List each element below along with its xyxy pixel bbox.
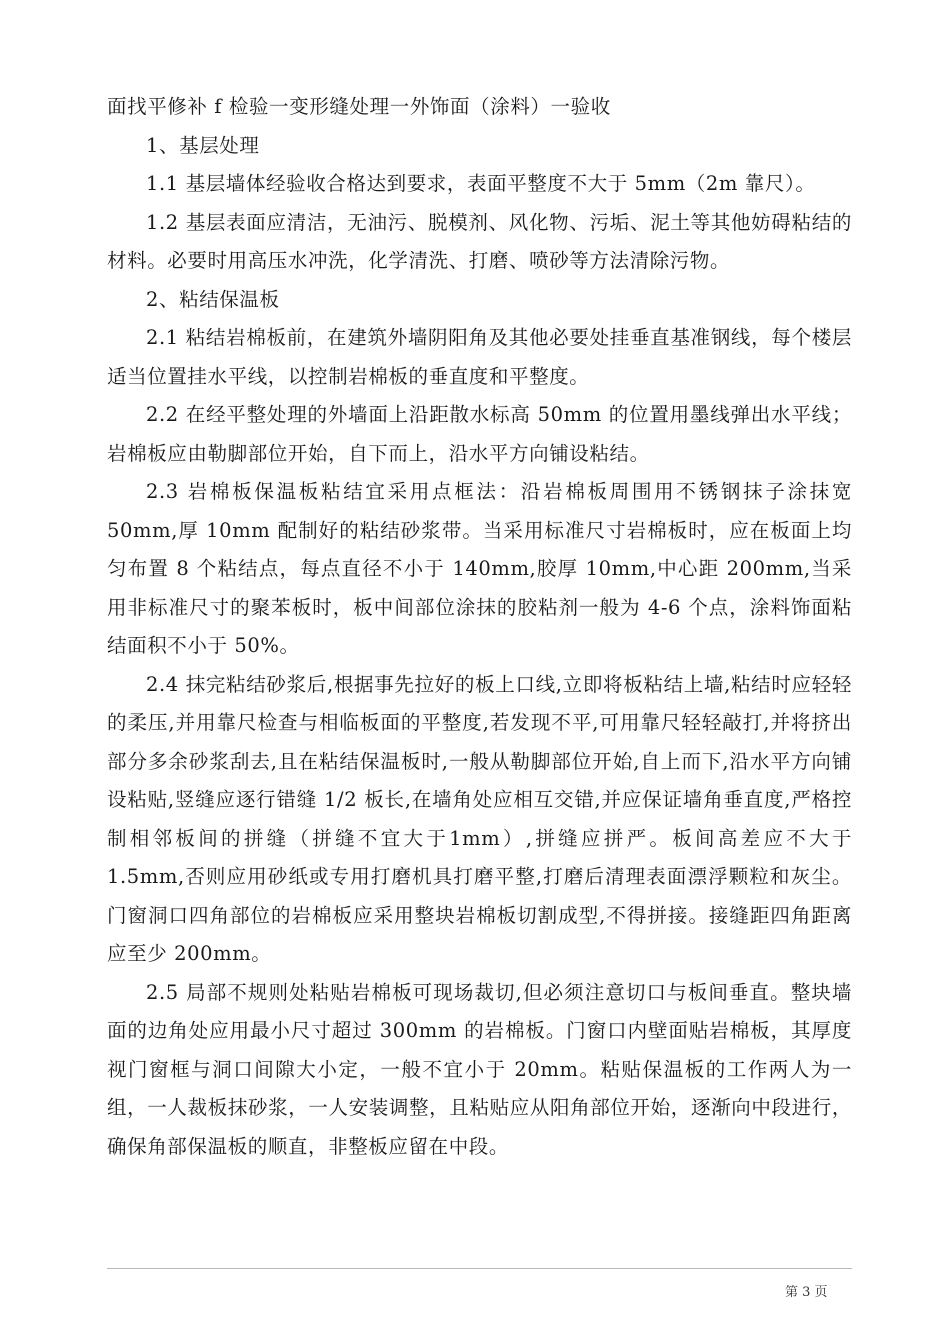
paragraph-2-4: 2.4 抹完粘结砂浆后,根据事先拉好的板上口线,立即将板粘结上墙,粘结时应轻轻的柔压,并用靠尺检查与相临板面的平整度,若发现不平,可用靠尺轻轻敲打,并将挤出部分多余砂浆刮去,且在粘结保温板时,一般从勒脚部位开始,自上而下,沿水平方向铺设粘贴,竖缝应逐行错缝 1/2 板长,在墙角处应相互交错,并应保证墙角垂直度,严格控制相邻板间的拼缝（拼缝不宜大于1mm）,拼缝应拼严。板间高差应不大于 1.5mm,否则应用砂纸或专用打磨机具打磨平整,打磨后清理表面漂浮颗粒和灰尘。门窗洞口四角部位的岩棉板应采用整块岩棉板切割成型,不得拼接。接缝距四角距离应至少 200mm。 <box>107 672 852 965</box>
section-heading-base-treatment: 1、基层处理 <box>146 133 260 157</box>
paragraph-1-1: 1.1 基层墙体经验收合格达到要求，表面平整度不大于 5mm（2m 靠尺）。 <box>146 172 816 195</box>
document-body <box>107 88 852 1166</box>
paragraph-2-1: 2.1 粘结岩棉板前，在建筑外墙阴阳角及其他必要处挂垂直基准钢线，每个楼层适当位置挂水平线，以控制岩棉板的垂直度和平整度。 <box>107 326 852 388</box>
paragraph-2-2: 2.2 在经平整处理的外墙面上沿距散水标高 50mm 的位置用墨线弹出水平线；岩棉板应由勒脚部位开始，自下而上，沿水平方向铺设粘结。 <box>107 403 852 465</box>
page-number: 第 3 页 <box>785 1285 828 1300</box>
paragraph-1-2: 1.2 基层表面应清洁，无油污、脱模剂、风化物、污垢、泥土等其他妨碍粘结的材料。必要时用高压水冲洗，化学清洗、打磨、喷砂等方法清除污物。 <box>107 210 852 272</box>
paragraph-2-3: 2.3 岩棉板保温板粘结宜采用点框法：沿岩棉板周围用不锈钢抹子涂抹宽 50mm,厚 10mm 配制好的粘结砂浆带。当采用标准尺寸岩棉板时，应在板面上均匀布置 8 个粘结点，每点直径不小于 140mm,胶厚 10mm,中心距 200mm,当采用非标准尺寸的聚苯板时，板中间部位涂抹的胶粘剂一般为 4-6 个点，涂料饰面粘结面积不小于 50%。 <box>107 480 852 657</box>
footer-divider <box>107 1268 852 1269</box>
paragraph-2-5: 2.5 局部不规则处粘贴岩棉板可现场裁切,但必须注意切口与板间垂直。整块墙面的边角处应用最小尺寸超过 300mm 的岩棉板。门窗口内壁面贴岩棉板，其厚度视门窗框与洞口间隙大小定，一般不宜小于 20mm。粘贴保温板的工作两人为一组，一人裁板抹砂浆，一人安装调整，且粘贴应从阳角部位开始，逐渐向中段进行，确保角部保温板的顺直，非整板应留在中段。 <box>107 980 852 1158</box>
paragraph-process-flow: 面找平修补 f 检验一变形缝处理一外饰面（涂料）一验收 <box>107 95 611 118</box>
section-heading-bond-insulation-board: 2、粘结保温板 <box>146 287 280 311</box>
